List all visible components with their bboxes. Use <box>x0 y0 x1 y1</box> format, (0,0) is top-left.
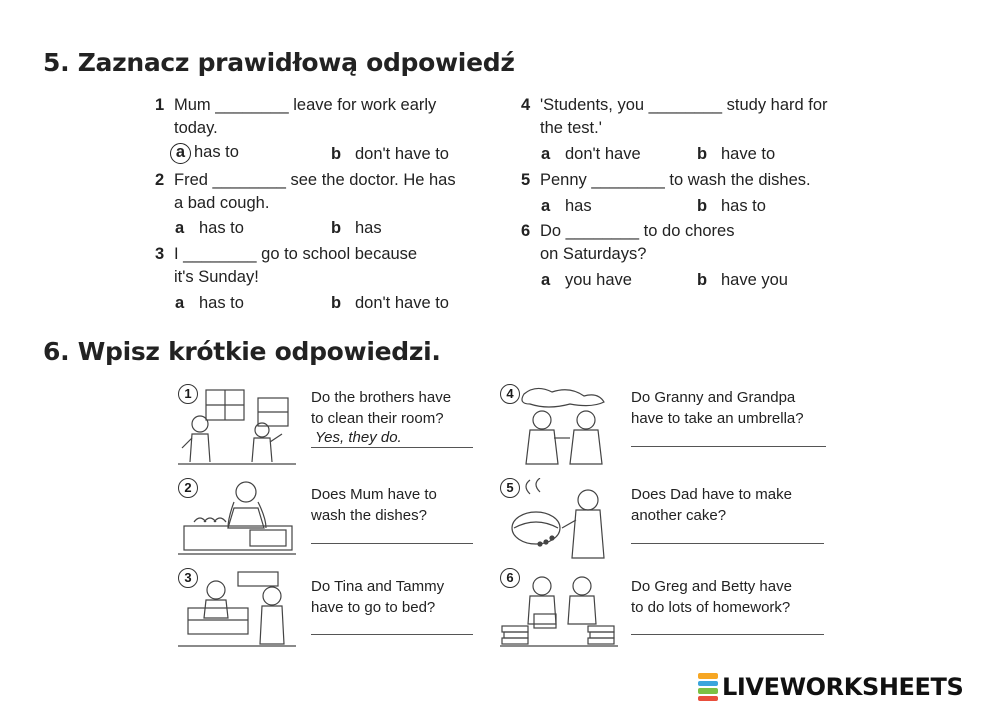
illustration-grandparents-sunny-day <box>500 384 618 466</box>
question-line-1: Penny ________ to wash the dishes. <box>540 171 811 189</box>
option-b[interactable] <box>697 271 788 290</box>
answer-line[interactable] <box>311 543 473 544</box>
question-line-1: Do Greg and Betty have <box>631 578 792 595</box>
question-number: 5 <box>521 171 531 189</box>
question-2 <box>155 169 495 219</box>
answer-line[interactable] <box>311 447 473 448</box>
question-line-2: today. <box>174 119 218 137</box>
option-a[interactable] <box>175 219 244 238</box>
option-letter: b <box>697 271 708 289</box>
illustration-boys-cleaning-room <box>178 384 296 466</box>
illustration-dad-burnt-cake <box>500 478 618 560</box>
option-a-text: has to <box>194 143 239 161</box>
option-a-text: don't have <box>565 145 641 163</box>
option-letter: a <box>541 271 551 289</box>
option-b[interactable] <box>331 145 449 164</box>
answer-line[interactable] <box>311 634 473 635</box>
item-number-badge: 3 <box>178 568 198 588</box>
option-b-text: don't have to <box>355 145 449 163</box>
section-6-heading: 6. Wpisz krótkie odpowiedzi. <box>43 337 441 366</box>
option-a[interactable] <box>541 271 632 290</box>
option-b-text: has <box>355 219 382 237</box>
option-letter: a <box>541 197 551 215</box>
question-line-2: a bad cough. <box>174 194 270 212</box>
circled-answer-marker: a <box>170 143 191 164</box>
liveworksheets-logo <box>698 672 963 702</box>
option-a-text: has <box>565 197 592 215</box>
question-line-2: on Saturdays? <box>540 245 647 263</box>
option-a[interactable] <box>170 143 239 164</box>
question-number: 6 <box>521 222 531 240</box>
option-a[interactable] <box>541 145 641 164</box>
option-letter: b <box>331 294 342 312</box>
question-line-1: Do Tina and Tammy <box>311 578 445 595</box>
question-number: 1 <box>155 96 165 114</box>
answer-line[interactable] <box>631 543 824 544</box>
question-line-2: have to take an umbrella? <box>631 410 804 427</box>
option-letter: b <box>331 145 342 163</box>
question-line-2: the test.' <box>540 119 602 137</box>
option-letter: b <box>697 145 708 163</box>
answer-line[interactable] <box>631 634 824 635</box>
option-a-text: has to <box>199 219 244 237</box>
option-b-text: have to <box>721 145 776 163</box>
question-4 <box>521 94 881 144</box>
option-b[interactable] <box>331 219 382 238</box>
illustration-girls-going-to-bed <box>178 568 296 650</box>
question-line-1: I ________ go to school because <box>174 245 418 263</box>
question-1 <box>155 94 495 144</box>
item-number-badge: 2 <box>178 478 198 498</box>
question-6 <box>521 220 881 270</box>
question-line-1: Does Mum have to <box>311 486 437 503</box>
question-3 <box>155 243 495 293</box>
option-b[interactable] <box>697 145 775 164</box>
question-line-1: Fred ________ see the doctor. He has <box>174 171 456 189</box>
option-b-text: has to <box>721 197 766 215</box>
option-letter: a <box>541 145 551 163</box>
option-b[interactable] <box>331 294 449 313</box>
question-number: 3 <box>155 245 165 263</box>
item-number-badge: 4 <box>500 384 520 404</box>
question-line-1: Do Granny and Grandpa <box>631 389 796 406</box>
question-line-2: to do lots of homework? <box>631 599 791 616</box>
option-b[interactable] <box>697 197 766 216</box>
logo-text: LIVEWORKSHEETS <box>722 673 964 701</box>
option-letter: a <box>175 294 185 312</box>
question-line-1: 'Students, you ________ study hard for <box>540 96 828 114</box>
logo-block <box>698 681 718 687</box>
example-answer: Yes, they do. <box>315 429 402 446</box>
question-line-2: have to go to bed? <box>311 599 436 616</box>
question-line-2: wash the dishes? <box>311 507 427 524</box>
option-letter: b <box>697 197 708 215</box>
question-line-2: to clean their room? <box>311 410 444 427</box>
section-5-heading: 5. Zaznacz prawidłową odpowiedź <box>43 48 515 77</box>
option-a-text: you have <box>565 271 632 289</box>
logo-block <box>698 696 718 702</box>
option-a-text: has to <box>199 294 244 312</box>
question-line-1: Do ________ to do chores <box>540 222 735 240</box>
logo-block <box>698 688 718 694</box>
question-line-2: another cake? <box>631 507 727 524</box>
question-number: 2 <box>155 171 165 189</box>
item-number-badge: 1 <box>178 384 198 404</box>
option-b-text: don't have to <box>355 294 449 312</box>
question-line-1: Do the brothers have <box>311 389 452 406</box>
option-b-text: have you <box>721 271 788 289</box>
illustration-mum-washing-dishes <box>178 478 296 560</box>
illustration-kids-doing-homework <box>500 568 618 650</box>
question-line-1: Mum ________ leave for work early <box>174 96 437 114</box>
logo-mark-icon <box>698 672 718 702</box>
option-a[interactable] <box>541 197 592 216</box>
question-line-2: it's Sunday! <box>174 268 259 286</box>
item-number-badge: 5 <box>500 478 520 498</box>
question-5 <box>521 169 881 194</box>
option-letter: a <box>175 219 185 237</box>
logo-block <box>698 673 718 679</box>
item-number-badge: 6 <box>500 568 520 588</box>
option-letter: b <box>331 219 342 237</box>
question-line-1: Does Dad have to make <box>631 486 792 503</box>
question-number: 4 <box>521 96 531 114</box>
option-a[interactable] <box>175 294 244 313</box>
answer-line[interactable] <box>631 446 826 447</box>
